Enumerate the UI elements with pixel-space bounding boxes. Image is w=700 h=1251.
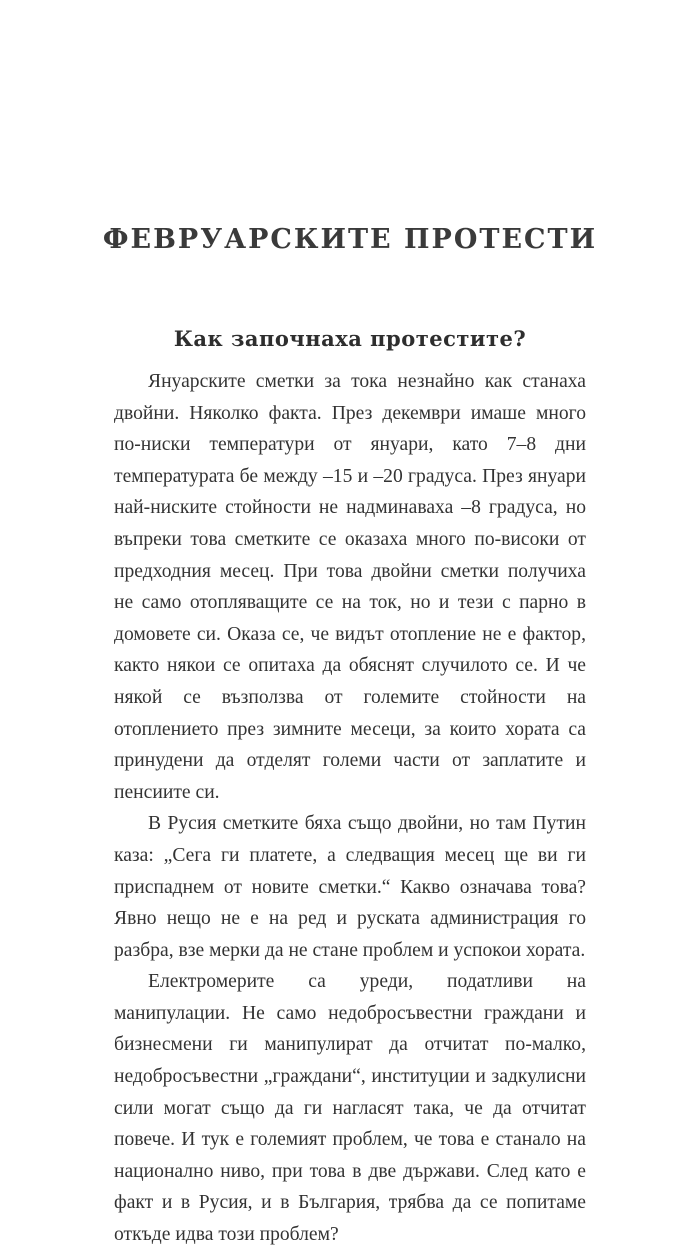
section-title: Как започнаха протестите? xyxy=(173,326,527,351)
body-text xyxy=(114,366,586,1251)
paragraph-electricity-meters: Електромерите са уреди, податливи на манипулации. Не само недобросъвестни граждани и бизнесмени ги манипулират да отчитат по-малко, недобросъвестни „граждани“, институции и задкулисни сили могат също да ги нагласят така, че да отчитат повече. И тук е големият проблем, че това е станало на национално ниво, при това в две държави. След като е факт и в Русия, и в България, трябва да се попитаме откъде идва този проблем? xyxy=(114,971,586,1246)
paragraph-electricity-bills: Януарските сметки за тока незнайно как станаха двойни. Няколко факта. През декември имаше много по-ниски температури от януари, като 7–8 дни температурата бе между –15 и –20 градуса. През януари най-ниските стойности не надминаваха –8 градуса, но въпреки това сметките се оказаха много по-високи от предходния месец. При това двойни сметки получиха не само отопляващите се на ток, но и тези с парно в домовете си. Оказа се, че видът отопление не е фактор, както някои се опитаха да обяснят случилото се. И че някой се възползва от големите стойности на отоплението през зимните месеци, за които хората са принудени да отделят големи части от заплатите и пенсиите си. xyxy=(114,371,586,803)
chapter-title: ФЕВРУАРСКИТЕ ПРОТЕСТИ xyxy=(102,224,598,255)
paragraph-russia: В Русия сметките бяха също двойни, но там Путин каза: „Сега ги платете, а следващия месец ще ви ги приспаднем от новите сметки.“ Какво означава това? Явно нещо не е на ред и руската администрация го разбра, взе мерки да не стане проблем и успокои хората. xyxy=(114,813,586,961)
